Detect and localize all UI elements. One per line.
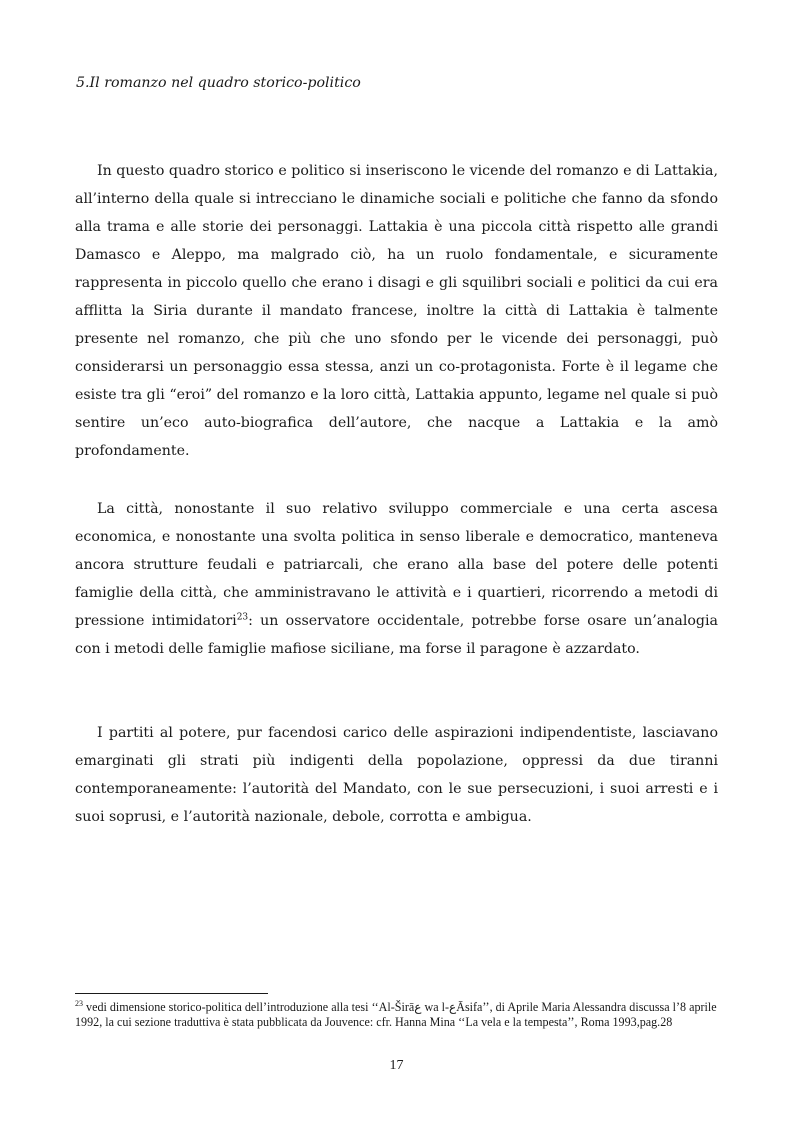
footnote-reference[interactable]: 23 [236,612,249,623]
paragraph-3 [75,719,718,831]
paragraph-1-text: In questo quadro storico e politico si inseriscono le vicende del romanzo e di Lattakia, all’interno della quale si intrecciano le dinamiche sociali e politiche che fanno da sfondo alla trama e alle storie dei personaggi. Lattakia è una piccola città rispetto alle grandi Damasco e Aleppo, ma malgrado ciò, ha un ruolo fondamentale, e sicuramente rappresenta in piccolo quello che erano i disagi e gli squilibri sociali e politici da cui era afflitta la Siria durante il mandato francese, inoltre la città di Lattakia è talmente presente nel romanzo, che più che uno sfondo per le vicende dei personaggi, può considerarsi un personaggio essa stessa, anzi un co-protagonista. Forte è il legame che esiste tra gli “eroi” del romanzo e la loro città, Lattakia appunto, legame nel quale si può sentire un’eco auto-biografica dell’autore, che nacque a Lattakia e la amò profondamente. [75,163,718,459]
section-title: 5.Il romanzo nel quadro storico-politico [76,75,361,91]
footnote [75,1000,718,1030]
page-number: 17 [389,1058,404,1073]
footnote-text: vedi dimensione storico-politica dell’introduzione alla tesi ‘‘Al-Širāع wa l-عĀsifa’’, di Aprile Maria Alessandra discussa l’8 aprile 1992, la cui sezione traduttiva è stata pubblicata da Jouvence: cfr. Hanna Mina ‘‘La vela e la tempesta’’, Roma 1993,pag.28 [75,1000,717,1029]
paragraph-2-text-after: : un osservatore occidentale, potrebbe forse osare un’analogia con i metodi delle famiglie mafiose siciliane, ma forse il paragone è azzardato. [75,613,718,657]
paragraph-2-text-before: La città, nonostante il suo relativo sviluppo commerciale e una certa ascesa economica, e nonostante una svolta politica in senso liberale e democratico, manteneva ancora strutture feudali e patriarcali, che erano alla base del potere delle potenti famiglie della città, che amministravano le attività e i quartieri, ricorrendo a metodi di pressione intimidatori [75,501,718,629]
footnote-number: 23 [75,998,83,1008]
paragraph-3-text: I partiti al potere, pur facendosi carico delle aspirazioni indipendentiste, lasciavano emarginati gli strati più indigenti della popolazione, oppressi da due tiranni contemporaneamente: l’autorità del Mandato, con le sue persecuzioni, i suoi arresti e i suoi soprusi, e l’autorità nazionale, debole, corrotta e ambigua. [75,725,718,825]
paragraph-1 [75,157,718,465]
paragraph-2 [75,495,718,663]
footnote-divider [75,993,268,994]
